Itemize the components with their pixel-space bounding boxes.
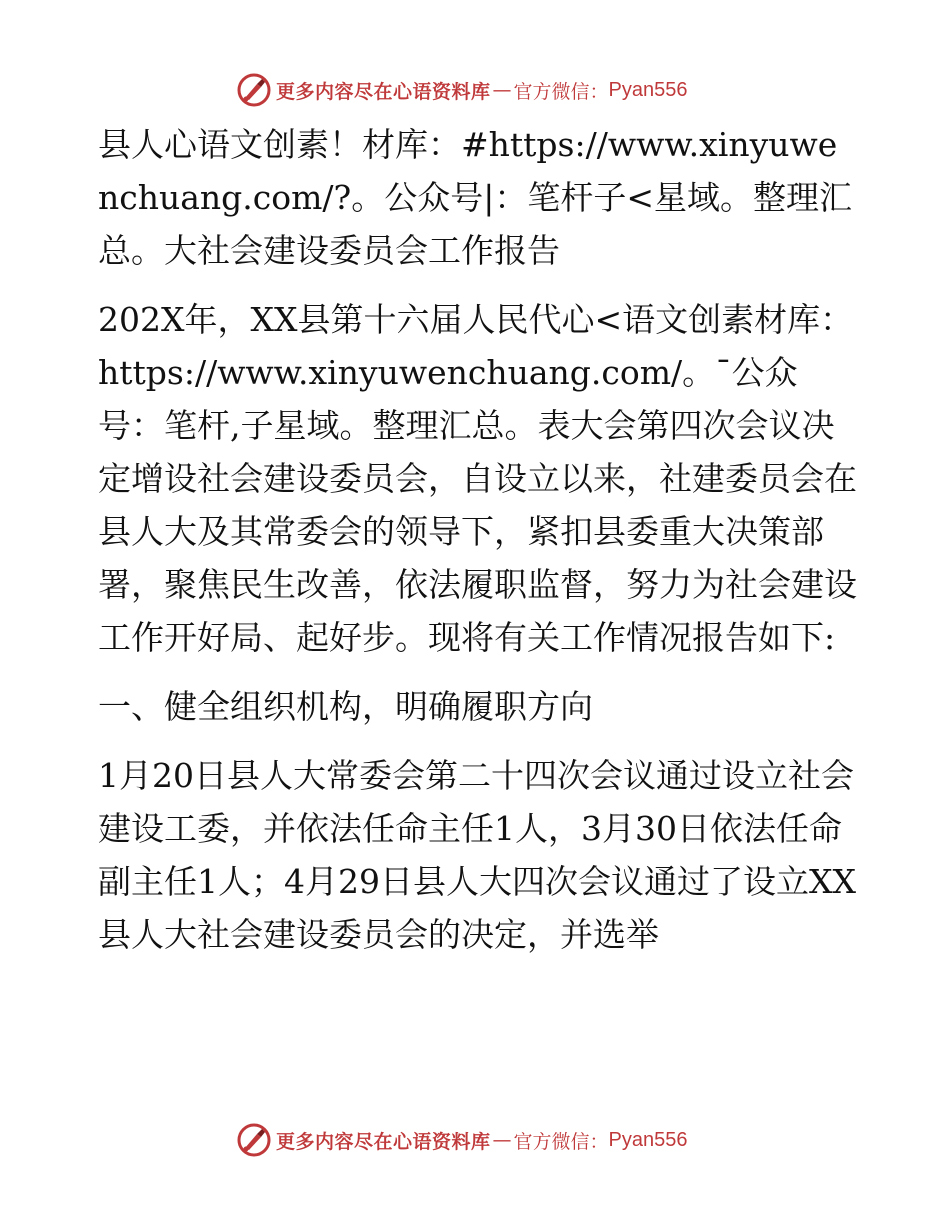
header-banner-text: 更多内容尽在心语资料库 bbox=[276, 80, 491, 103]
paragraph-section-1: 1月20日县人大常委会第二十四次会议通过设立社会建设工委，并依法任命主任1人，3月30日依法任命副主任1人；4月29日县人大四次会议通过了设立XX县人大社会建设委员会的决定，并选举 bbox=[98, 756, 856, 954]
paragraph-intro: 202X年，XX县第十六届人民代心<语文创素材库：https://www.xinyuwenchuang.com/。¯公众号：笔杆,子星域。整理汇总。表大会第四次会议决定增设社会建设委员会，自设立以来，社建委员会在县人大及其常委会的领导下，紧扣县委重大决策部署，聚焦民生改善，依法履职监督，努力为社会建设工作开好局、起好步。现将有关工作情况报告如下: bbox=[98, 300, 857, 657]
footer-separator: — bbox=[492, 1129, 512, 1151]
document-body bbox=[98, 118, 858, 977]
header-account-label: 官方微信： bbox=[513, 80, 609, 103]
footer-account-id: Pyan556 bbox=[608, 1128, 688, 1151]
header-separator: — bbox=[492, 79, 512, 101]
section-heading-1: 一、健全组织机构，明确履职方向 bbox=[98, 687, 593, 726]
brush-logo-icon bbox=[236, 1122, 272, 1158]
header-banner bbox=[236, 72, 688, 108]
footer-account-label: 官方微信： bbox=[513, 1130, 609, 1153]
footer-banner bbox=[236, 1122, 688, 1158]
paragraph-title: 县人心语文创素！材库：#https://www.xinyuwenchuang.com/?。公众号|：笔杆子<星域。整理汇总。大社会建设委员会工作报告 bbox=[98, 125, 853, 270]
brush-logo-icon bbox=[236, 72, 272, 108]
footer-banner-text: 更多内容尽在心语资料库 bbox=[276, 1130, 491, 1153]
header-account-id: Pyan556 bbox=[608, 78, 688, 101]
